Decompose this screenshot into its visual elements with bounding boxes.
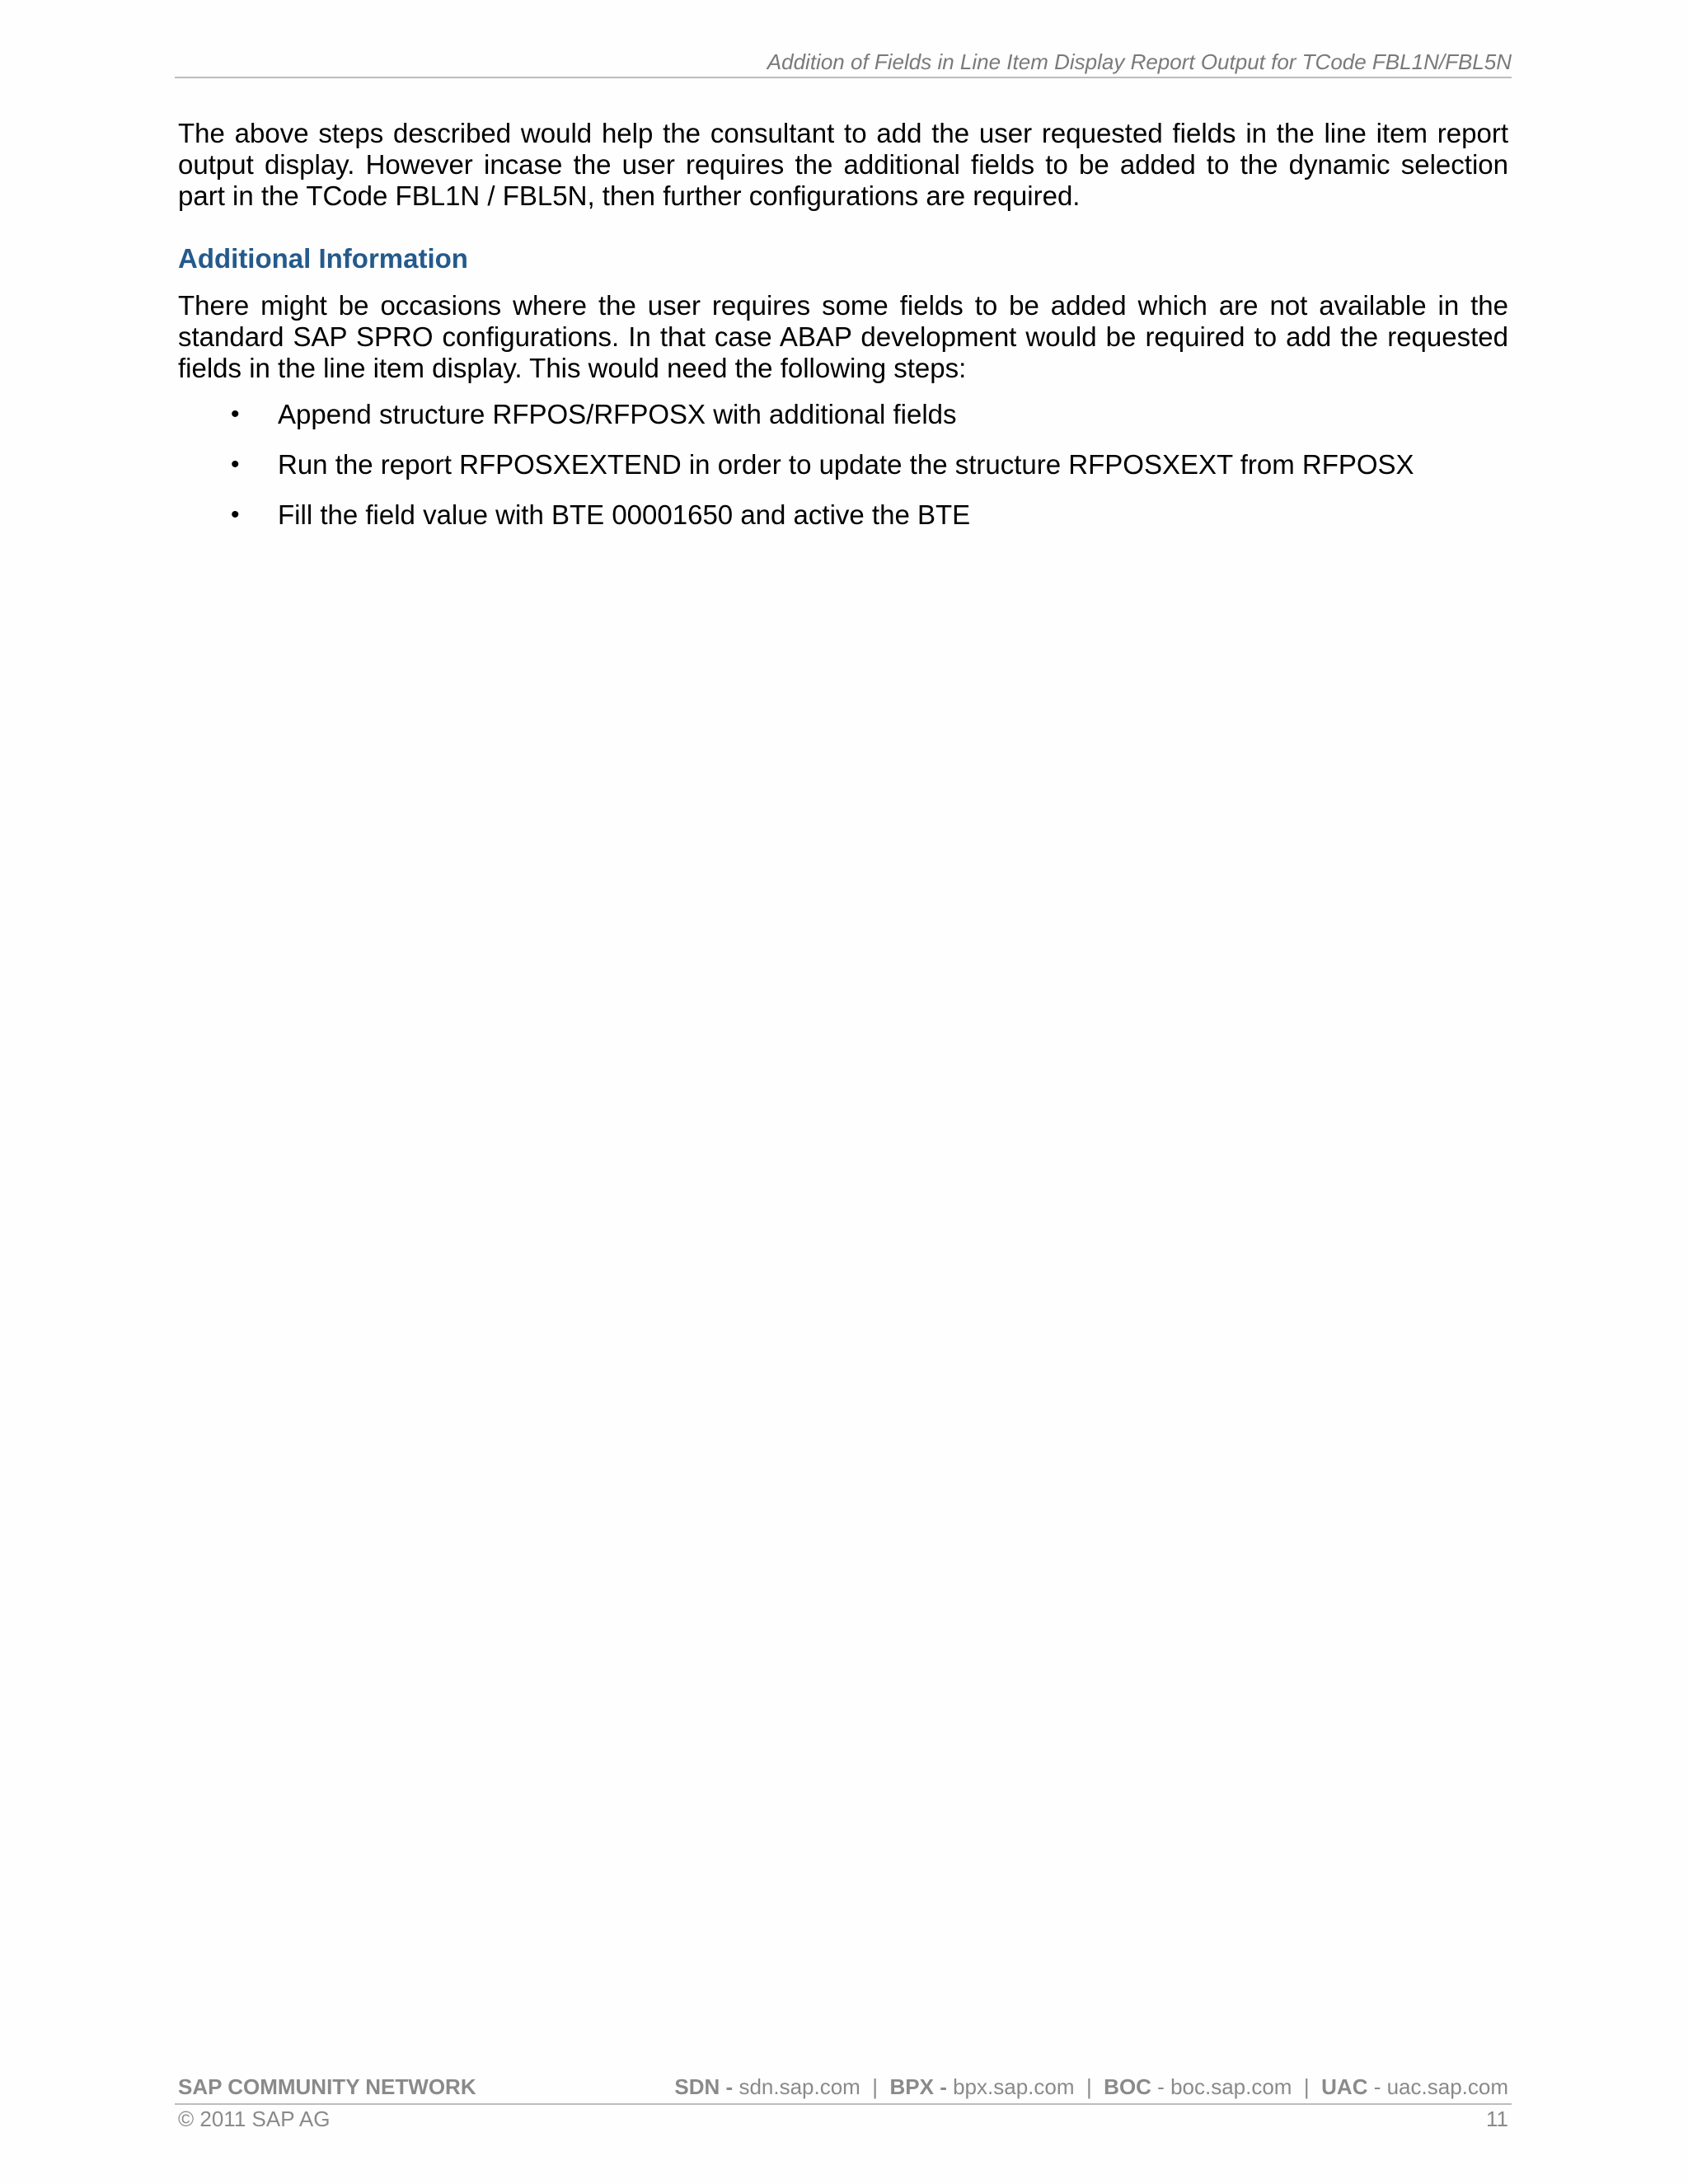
steps-list [178,399,1508,531]
footer-divider-line [175,2103,1512,2105]
footer-top [178,2074,1508,2106]
document-body [178,118,1508,550]
bullet-icon: • [231,401,240,428]
section-heading: Additional Information [178,243,468,274]
footer-divider: | [1303,2074,1310,2099]
footer-link-abbr: UAC [1321,2074,1368,2099]
page-number: 11 [1486,2107,1508,2131]
footer-links [674,2074,1508,2100]
list-item-text: Fill the field value with BTE 00001650 and active the BTE [278,499,971,530]
list-item [178,449,1508,480]
footer-link-abbr: SDN [674,2074,720,2099]
footer-link-abbr: BOC [1104,2074,1151,2099]
bullet-icon: • [231,501,240,528]
header-divider [175,77,1512,78]
footer-link-sep: - [1367,2074,1387,2099]
info-paragraph: There might be occasions where the user requires some fields to be added which are not available in the standard SAP SPRO configurations. In that case ABAP development would be required to add the requested fields in the line item display. This would need the following steps: [178,290,1508,383]
list-item-text: Append structure RFPOS/RFPOSX with additional fields [278,399,957,429]
footer-link-boc[interactable]: boc.sap.com [1170,2074,1292,2099]
footer-copyright: © 2011 SAP AG [178,2107,331,2131]
footer-network-name: SAP COMMUNITY NETWORK [178,2074,476,2099]
page-header-title: Addition of Fields in Line Item Display Report Output for TCode FBL1N/FBL5N [767,49,1512,74]
intro-paragraph: The above steps described would help the consultant to add the user requested fields in the line item report output display. However incase the user requires the additional fields to be added to the dynamic selection part in the TCode FBL1N / FBL5N, then further configurations are required. [178,118,1508,211]
footer-link-uac[interactable]: uac.sap.com [1386,2074,1508,2099]
footer-link-sep: - [933,2074,954,2099]
footer-link-abbr: BPX [889,2074,934,2099]
list-item [178,399,1508,430]
footer-link-sep: - [720,2074,739,2099]
footer-divider: | [1085,2074,1092,2099]
list-item-text: Run the report RFPOSXEXTEND in order to update the structure RFPOSXEXT from RFPOSX [278,449,1414,480]
bullet-icon: • [231,451,240,478]
footer-divider: | [872,2074,879,2099]
list-item [178,499,1508,531]
footer-link-sdn[interactable]: sdn.sap.com [738,2074,860,2099]
footer-link-bpx[interactable]: bpx.sap.com [953,2074,1075,2099]
footer-link-sep: - [1151,2074,1171,2099]
